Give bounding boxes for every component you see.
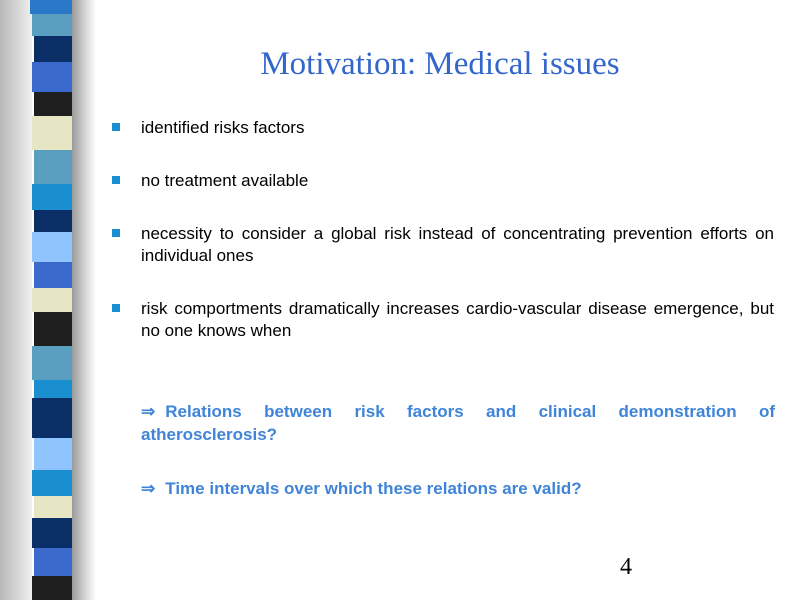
slide-title: Motivation: Medical issues [260,46,620,82]
bullet-item [112,223,774,267]
question-text: Relations between risk factors and clinical demonstration of atherosclerosis? [141,402,775,444]
slide-left-shadow [0,0,32,600]
research-question [141,400,775,446]
square-bullet-icon [112,229,120,237]
page-number: 4 [620,554,632,580]
implies-arrow-icon: ⇒ [141,479,156,498]
implies-arrow-icon: ⇒ [141,402,156,421]
stripe-bar-edge-shadow [72,0,96,600]
bullet-text: identified risks factors [141,118,305,137]
square-bullet-icon [112,123,120,131]
square-bullet-icon [112,176,120,184]
bullet-item [112,117,774,139]
research-question [141,477,775,500]
bullet-text: no treatment available [141,171,309,190]
question-text: Time intervals over which these relations are valid? [165,479,582,498]
bullet-item [112,298,774,342]
bullet-list [112,117,774,342]
bullet-text: necessity to consider a global risk instead of concentrating prevention efforts on individual ones [141,224,774,265]
square-bullet-icon [112,304,120,312]
bullet-item [112,170,774,192]
decorative-stripe-bar [30,0,74,600]
bullet-text: risk comportments dramatically increases cardio-vascular disease emergence, but no one knows when [141,299,774,340]
